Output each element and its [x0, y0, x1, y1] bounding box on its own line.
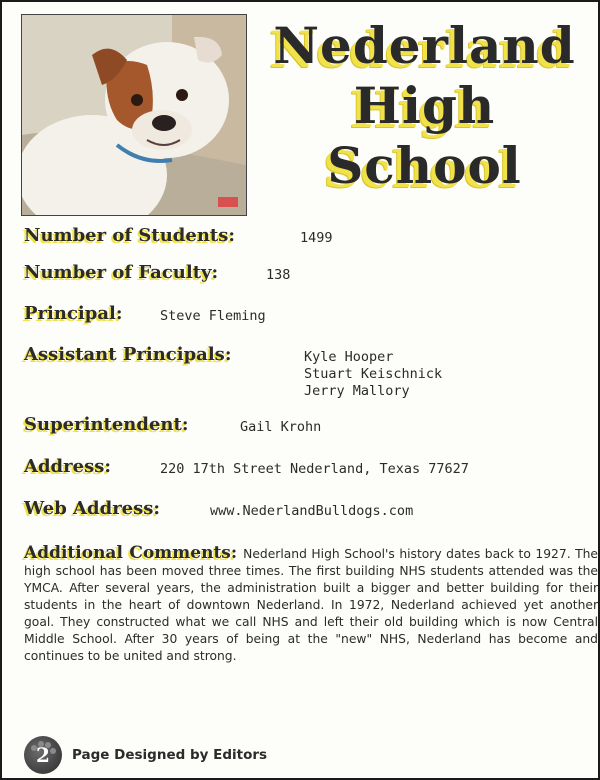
bulldog-illustration [22, 15, 246, 215]
faculty-value: 138 [266, 267, 291, 283]
additional-comments [24, 545, 598, 665]
title-line-3: School [327, 136, 522, 195]
web-address-value: www.NederlandBulldogs.com [210, 503, 414, 519]
comments-text: Nederland High School's history dates back to 1927. The high school has been moved three times. The first building NHS students attended was the YMCA. After several years, the administration built a bigger and better building for their students in the heart of downtown Nederland. In 1972, Nederland achieved yet another goal. They constructed what we call NHS and left their old building which is now Central Middle School. After 30 years of being at the "new" NHS, Nederland has become and continues to be united and strong. [24, 547, 598, 663]
superintendent-value: Gail Krohn [240, 419, 322, 435]
assistant-principal-3: Jerry Mallory [304, 383, 410, 399]
principal-label: Principal: [24, 303, 123, 324]
page-number: 2 [36, 743, 50, 767]
bulldog-photo [21, 14, 247, 216]
address-label: Address: [24, 456, 111, 477]
page-footer [24, 736, 267, 774]
students-value: 1499 [300, 230, 333, 246]
assistant-principal-2: Stuart Keischnick [304, 366, 443, 382]
web-address-label: Web Address: [24, 498, 161, 519]
superintendent-label: Superintendent: [24, 414, 189, 435]
title-line-2: High [353, 76, 496, 135]
assistant-principals-list [304, 349, 442, 400]
page-credit: Page Designed by Editors [72, 747, 268, 763]
faculty-label: Number of Faculty: [24, 262, 219, 283]
students-label: Number of Students: [24, 225, 236, 246]
title-line-1: Nederland [273, 16, 576, 75]
assistant-principals-label: Assistant Principals: [24, 344, 232, 365]
assistant-principal-1: Kyle Hooper [304, 349, 394, 365]
address-value: 220 17th Street Nederland, Texas 77627 [160, 461, 469, 477]
page-title [252, 16, 597, 196]
principal-value: Steve Fleming [160, 308, 266, 324]
comments-label: Additional Comments: [24, 543, 238, 563]
page-number-badge [24, 736, 62, 774]
